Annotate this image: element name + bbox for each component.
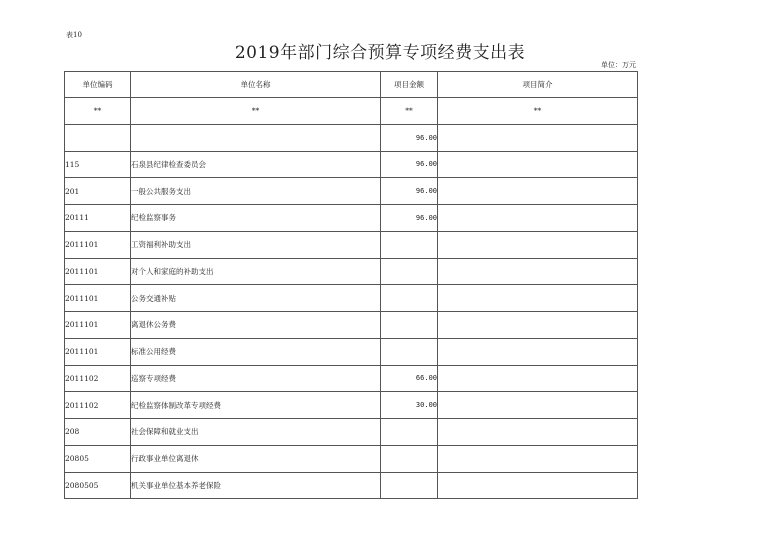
row-code: 2011102: [65, 392, 131, 419]
table-row: [65, 258, 638, 285]
row-name: 一般公共服务支出: [131, 178, 381, 205]
row-amount: 30.00: [381, 392, 438, 419]
table-row: [65, 178, 638, 205]
row-description: [438, 205, 638, 232]
table-row: [65, 312, 638, 339]
row-amount: 66.00: [381, 365, 438, 392]
row-description: [438, 124, 638, 151]
table-row: [65, 445, 638, 472]
row-description: [438, 312, 638, 339]
row-description: [438, 419, 638, 446]
header-project-amount: 项目金额: [381, 72, 438, 98]
table-row: [65, 338, 638, 365]
header-unit-name: 单位名称: [131, 72, 381, 98]
row-name: 巡察专项经费: [131, 365, 381, 392]
row-code: 20805: [65, 445, 131, 472]
header-project-description: 项目简介: [438, 72, 638, 98]
row-code: 2080505: [65, 472, 131, 499]
row-amount: 96.00: [381, 151, 438, 178]
row-code: 115: [65, 151, 131, 178]
table-row: [65, 151, 638, 178]
row-amount: 96.00: [381, 178, 438, 205]
row-code: [65, 124, 131, 151]
row-name: 机关事业单位基本养老保险: [131, 472, 381, 499]
row-name: 离退休公务费: [131, 312, 381, 339]
star-cell-code: **: [65, 98, 131, 125]
row-code: 2011101: [65, 231, 131, 258]
star-cell-name: **: [131, 98, 381, 125]
table-row: [65, 285, 638, 312]
row-description: [438, 392, 638, 419]
row-amount: [381, 338, 438, 365]
row-name: 工资福利补助支出: [131, 231, 381, 258]
star-row: [65, 98, 638, 125]
table-row: [65, 124, 638, 151]
row-description: [438, 365, 638, 392]
row-amount: [381, 472, 438, 499]
row-amount: [381, 231, 438, 258]
row-description: [438, 285, 638, 312]
row-code: 208: [65, 419, 131, 446]
row-amount: [381, 419, 438, 446]
row-name: 石泉县纪律检查委员会: [131, 151, 381, 178]
row-name: [131, 124, 381, 151]
table-row: [65, 205, 638, 232]
row-name: 社会保障和就业支出: [131, 419, 381, 446]
row-description: [438, 258, 638, 285]
row-amount: [381, 285, 438, 312]
row-name: 纪检监察体制改革专项经费: [131, 392, 381, 419]
row-code: 2011102: [65, 365, 131, 392]
row-amount: [381, 445, 438, 472]
budget-table: [64, 71, 638, 499]
row-amount: 96.00: [381, 205, 438, 232]
unit-label: 单位：万元: [601, 61, 636, 69]
star-cell-amount: **: [381, 98, 438, 125]
row-amount: [381, 312, 438, 339]
row-description: [438, 231, 638, 258]
header-unit-code: 单位编码: [65, 72, 131, 98]
row-name: 纪检监察事务: [131, 205, 381, 232]
row-description: [438, 178, 638, 205]
row-amount: 96.00: [381, 124, 438, 151]
table-number: 表10: [66, 31, 82, 39]
row-name: 对个人和家庭的补助支出: [131, 258, 381, 285]
row-code: 2011101: [65, 285, 131, 312]
table-row: [65, 419, 638, 446]
table-row: [65, 365, 638, 392]
row-name: 公务交通补贴: [131, 285, 381, 312]
row-code: 2011101: [65, 338, 131, 365]
star-cell-desc: **: [438, 98, 638, 125]
row-description: [438, 338, 638, 365]
page-title: 2019年部门综合预算专项经费支出表: [234, 43, 526, 63]
row-code: 2011101: [65, 258, 131, 285]
table-row: [65, 231, 638, 258]
row-amount: [381, 258, 438, 285]
table-row: [65, 392, 638, 419]
row-code: 20111: [65, 205, 131, 232]
table-row: [65, 472, 638, 499]
header-row: [65, 72, 638, 98]
row-code: 201: [65, 178, 131, 205]
row-name: 标准公用经费: [131, 338, 381, 365]
row-name: 行政事业单位离退休: [131, 445, 381, 472]
row-description: [438, 472, 638, 499]
row-description: [438, 151, 638, 178]
row-description: [438, 445, 638, 472]
row-code: 2011101: [65, 312, 131, 339]
